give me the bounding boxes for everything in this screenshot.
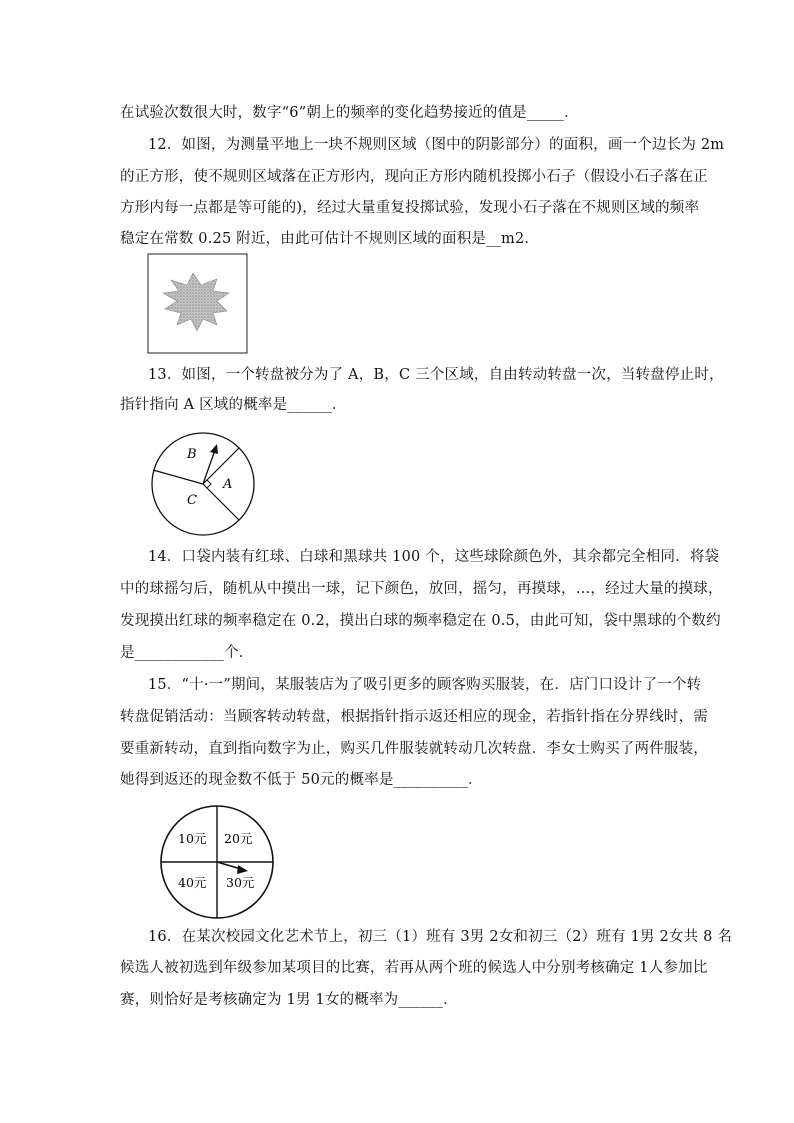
- q14-line-4: 是____________个．: [120, 645, 254, 661]
- sector-label-20: 20元: [224, 831, 253, 846]
- q12-line-1: 12．如图，为测量平地上一块不规则区域（图中的阴影部分）的面积，画一个边长为 2m: [148, 137, 725, 153]
- q16-line-3: 赛，则恰好是考核确定为 1男 1女的概率为______．: [120, 992, 458, 1008]
- q12-line-2: 的正方形，使不规则区域落在正方形内，现向正方形内随机投掷小石子（假设小石子落在正: [120, 169, 708, 185]
- q12-line-4: 稳定在常数 0.25 附近，由此可估计不规则区域的面积是__m2.: [120, 231, 530, 247]
- q14-line-3: 发现摸出红球的频率稳定在 0.2，摸出白球的频率稳定在 0.5，由此可知，袋中黑球的个数约: [120, 613, 721, 629]
- sector-label-10: 10元: [178, 831, 207, 846]
- q14-line-2: 中的球摇匀后，随机从中摸出一球，记下颜色，放回，摇匀，再摸球，…，经过大量的摸球，: [120, 581, 723, 597]
- spinner-money-figure: [158, 803, 276, 921]
- region-label-b: B: [187, 447, 197, 462]
- q12-line-3: 方形内每一点都是等可能的)，经过大量重复投掷试验，发现小石子落在不规则区域的频率: [120, 200, 700, 216]
- q15-line-3: 要重新转动，直到指向数字为止，购买几件服装就转动几次转盘．李女士购买了两件服装，: [120, 741, 708, 757]
- q16-line-2: 候选人被初选到年级参加某项目的比赛，若再从两个班的候选人中分别考核确定 1人参加比: [120, 960, 708, 976]
- sector-label-30: 30元: [226, 875, 255, 890]
- q13-line-1: 13．如图，一个转盘被分为了 A，B，C 三个区域，自由转动转盘一次，当转盘停止时，: [148, 367, 724, 383]
- q16-line-1: 16．在某次校园文化艺术节上，初三（1）班有 3男 2女和初三（2）班有 1男 2女共 8 名: [148, 929, 733, 945]
- q13-line-2: 指针指向 A 区域的概率是______．: [120, 397, 347, 413]
- q15-line-1: 15．“十·一”期间，某服装店为了吸引更多的顾客购买服装，在．店门口设计了一个转: [148, 677, 702, 693]
- region-label-a: A: [223, 477, 233, 492]
- q15-line-4: 她得到返还的现金数不低于 50元的概率是__________．: [120, 772, 483, 788]
- region-label-c: C: [187, 493, 197, 508]
- q11-line-1: 在试验次数很大时，数字“6”朝上的频率的变化趋势接近的值是_____．: [120, 105, 579, 121]
- sector-label-40: 40元: [178, 875, 207, 890]
- q15-line-2: 转盘促销活动：当顾客转动转盘，根据指针指示返还相应的现金，若指针指在分界线时，需: [120, 709, 708, 725]
- q14-line-1: 14．口袋内装有红球、白球和黑球共 100 个，这些球除颜色外，其余都完全相同．将袋: [148, 549, 720, 565]
- spinner-abc-figure: [149, 430, 257, 538]
- square-with-irregular-region-figure: [147, 253, 249, 355]
